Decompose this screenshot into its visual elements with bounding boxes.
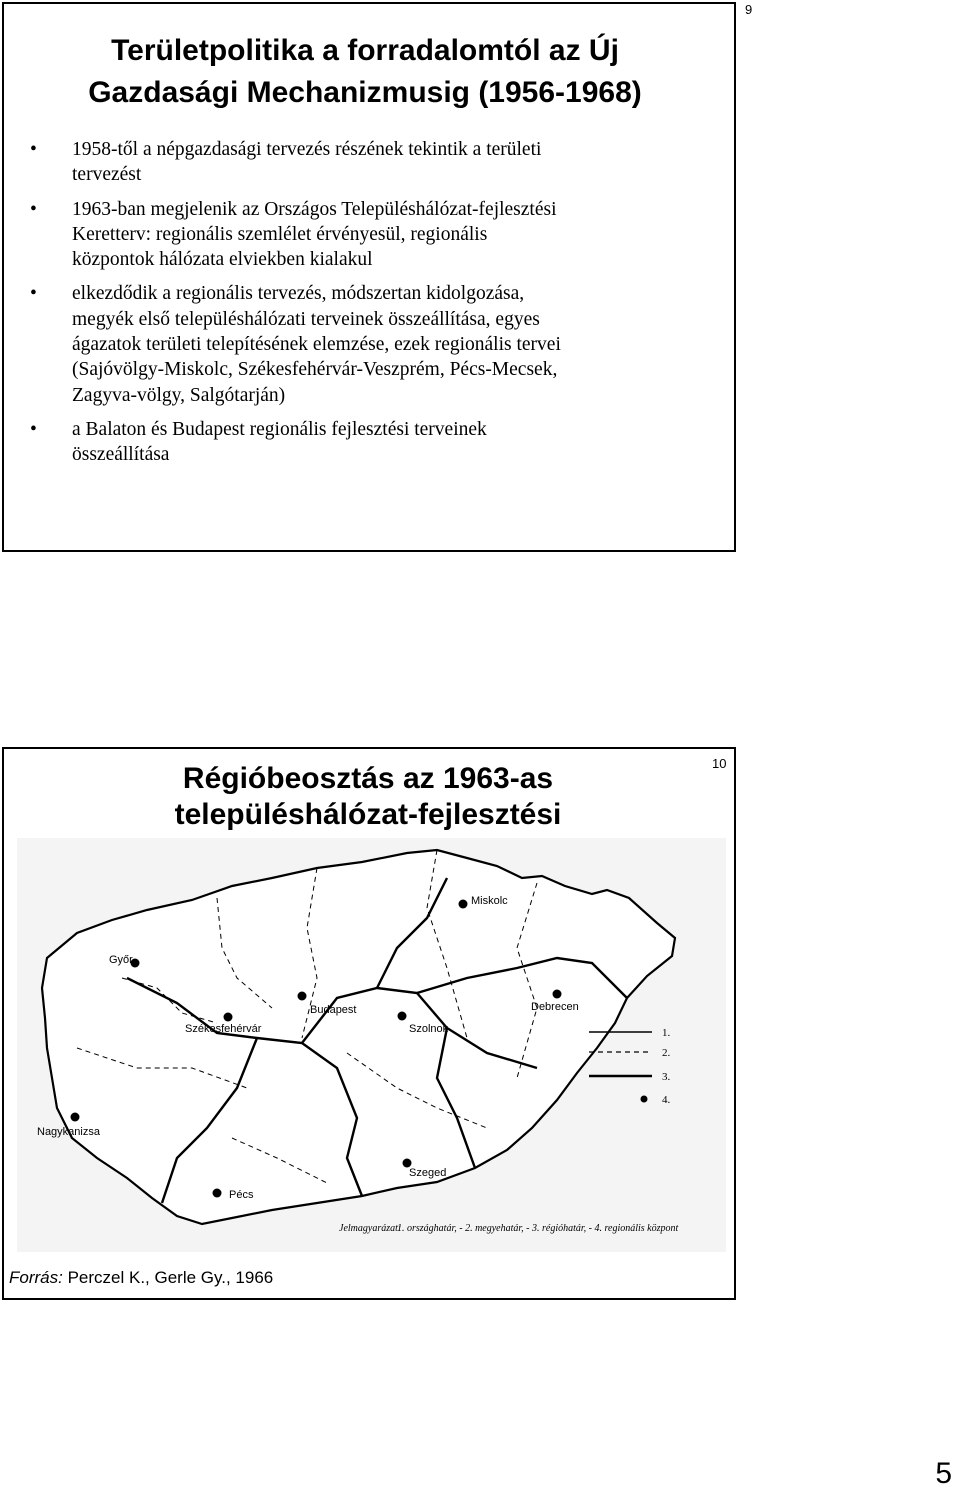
- bullet-item: [30, 281, 690, 407]
- legend-label: 2.: [662, 1047, 671, 1059]
- legend-label: 1.: [662, 1027, 671, 1039]
- bullet-icon: •: [30, 198, 37, 220]
- city-label: Szeged: [409, 1167, 447, 1179]
- map-caption-label: Jelmagyarázat:: [339, 1223, 402, 1234]
- hungary-region-map: [17, 838, 726, 1252]
- bullet-line: központok hálózata elviekben kialakul: [72, 249, 373, 271]
- bullet-item: [30, 197, 690, 273]
- city-label: Nagykanizsa: [37, 1126, 100, 1138]
- city-label: Győr: [109, 954, 133, 966]
- sheet-number: 5: [935, 1457, 952, 1490]
- slide-title: [0, 30, 730, 114]
- city-dot-miskolc: [459, 900, 468, 909]
- city-dot-pecs: [213, 1189, 222, 1198]
- bullet-line: a Balaton és Budapest regionális fejlesztési terveinek: [72, 418, 487, 440]
- city-label: Székesfehérvár: [185, 1023, 262, 1035]
- city-label: Szolnok: [409, 1023, 449, 1035]
- bullet-item: [30, 137, 690, 188]
- title-line: Gazdasági Mechanizmusig (1956-1968): [88, 76, 642, 109]
- source-text: Perczel K., Gerle Gy., 1966: [62, 1268, 274, 1287]
- bullet-list: [30, 137, 690, 477]
- bullet-line: ágazatok területi telepítésének elemzése, ezek regionális tervei: [72, 334, 561, 356]
- bullet-icon: •: [30, 283, 37, 305]
- bullet-line: (Sajóvölgy-Miskolc, Székesfehérvár-Veszprém, Pécs-Mecsek,: [72, 359, 558, 381]
- bullet-icon: •: [30, 139, 37, 160]
- bullet-line: 1958-től a népgazdasági tervezés részének tekintik a területi: [72, 139, 542, 160]
- bullet-line: tervezést: [72, 164, 142, 186]
- slide-number: 10: [712, 756, 727, 771]
- source-citation: [9, 1268, 273, 1288]
- title-line: Területpolitika a forradalomtól az Új: [111, 34, 619, 67]
- bullet-line: megyék első településhálózati terveinek összeállítása, egyes: [72, 308, 540, 330]
- slide-number: 9: [745, 2, 753, 17]
- city-label: Miskolc: [471, 895, 508, 907]
- map-caption-text: 1. országhatár, - 2. megyehatár, - 3. régióhatár, - 4. regionális központ: [397, 1223, 679, 1234]
- slide-title: [90, 761, 646, 833]
- city-label: Debrecen: [531, 1001, 579, 1013]
- legend-dot-center: [641, 1096, 648, 1103]
- city-dot-debrecen: [553, 990, 562, 999]
- bullet-line: Zagyva-völgy, Salgótarján): [72, 384, 286, 406]
- title-line: településhálózat-fejlesztési: [174, 798, 562, 831]
- bullet-icon: •: [30, 418, 37, 440]
- bullet-item: [30, 417, 690, 468]
- title-line: Régióbeosztás az 1963-as: [182, 762, 554, 795]
- source-label: Forrás:: [9, 1268, 63, 1287]
- city-label: Pécs: [229, 1189, 254, 1201]
- bullet-line: összeállítása: [72, 444, 170, 466]
- city-label: Budapest: [310, 1004, 357, 1016]
- city-dot-szekesfehervar: [224, 1013, 233, 1022]
- legend-label: 3.: [662, 1071, 671, 1083]
- city-dot-szolnok: [398, 1012, 407, 1021]
- bullet-line: Keretterv: regionális szemlélet érvényesül, regionális: [72, 223, 488, 245]
- city-dot-budapest: [298, 992, 307, 1001]
- bullet-line: elkezdődik a regionális tervezés, módszertan kidolgozása,: [72, 283, 525, 305]
- bullet-line: 1963-ban megjelenik az Országos Településhálózat-fejlesztési: [72, 198, 557, 220]
- legend-label: 4.: [662, 1094, 671, 1106]
- city-dot-nagykanizsa: [71, 1113, 80, 1122]
